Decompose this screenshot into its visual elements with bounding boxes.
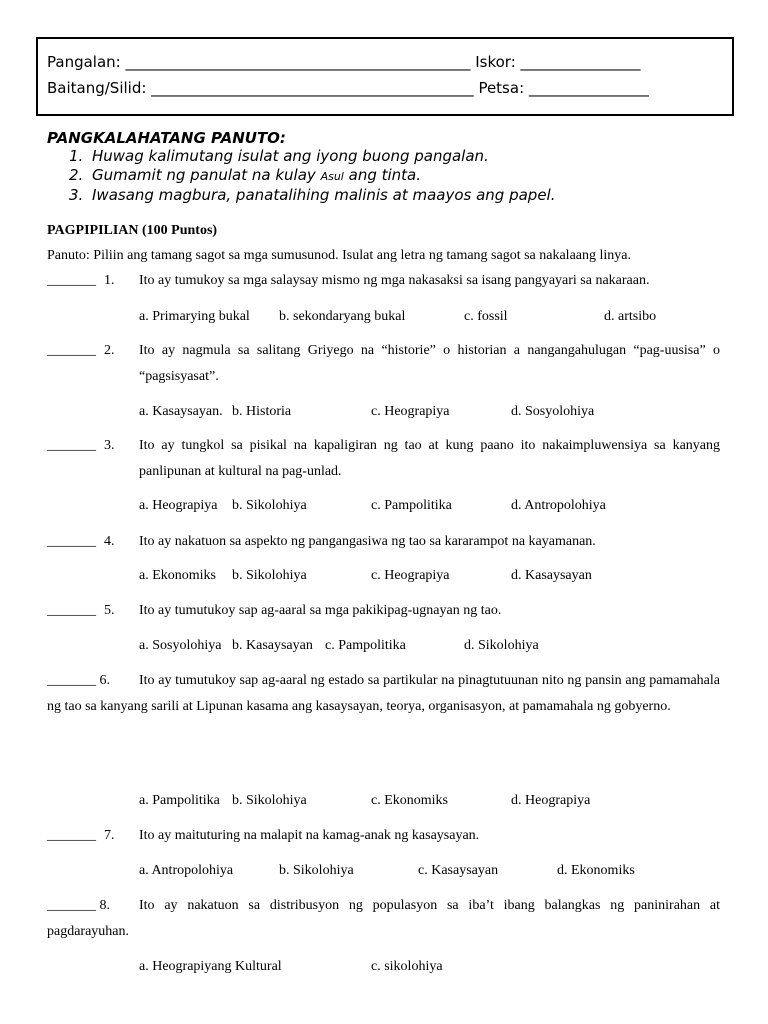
question-number: 7. — [104, 828, 115, 843]
choice: d. Kasaysayan — [511, 568, 592, 583]
grade-date-line: Baitang/Silid: ___________________________________________ Petsa: ________________ — [47, 79, 649, 97]
answer-blank: _______ — [47, 534, 96, 549]
choice: c. Heograpiya — [371, 404, 450, 419]
choice: d. Sikolohiya — [464, 638, 539, 653]
choice: a. Ekonomiks — [139, 568, 216, 583]
choice: c. Heograpiya — [371, 568, 450, 583]
instruction-number: 1. — [69, 147, 84, 165]
instruction-text: Huwag kalimutang isulat ang iyong buong pangalan. — [92, 147, 489, 165]
choice: d. Antropolohiya — [511, 498, 606, 513]
general-instructions — [47, 129, 555, 205]
answer-blank: _______ — [47, 343, 96, 358]
question-number: 4. — [104, 534, 115, 549]
question-text: Ito ay maituturing na malapit na kamag-anak ng kasaysayan. — [139, 828, 480, 843]
section-title: PAGPIPILIAN (100 Puntos) — [47, 223, 218, 238]
choice: b. Historia — [232, 404, 292, 419]
question-text: Ito ay tumutukoy sap ag-aaral ng estado sa partikular na pinagtutuunan nito ng pansin ang pamamahala ng tao sa kanyang sarili at Lipunan kasama ang kasaysayan, teorya, organisasyon, at pamamahala ng gobyerno. — [47, 673, 720, 714]
instruction-number: 3. — [69, 186, 84, 204]
question-text: Ito ay tungkol sa pisikal na kapaligiran ng tao at kung paano ito nakaimpluwensiya sa kanyang panlipunan at kultural na pag-unlad. — [139, 438, 720, 479]
answer-blank: _______ — [47, 673, 96, 688]
choice: c. sikolohiya — [371, 959, 443, 974]
choice: c. Pampolitika — [371, 498, 452, 513]
question-number: 2. — [104, 343, 115, 358]
answer-row — [47, 893, 139, 919]
choice: a. Antropolohiya — [139, 863, 234, 878]
question-number: 6. — [99, 673, 110, 688]
choice: c. Ekonomiks — [371, 793, 448, 808]
instruction-item — [47, 147, 555, 166]
choice: a. Heograpiyang Kultural — [139, 959, 282, 974]
instructions-list — [47, 147, 555, 205]
instruction-small-word: Asul — [320, 169, 344, 183]
choice: d. Sosyolohiya — [511, 404, 595, 419]
choice: a. Sosyolohiya — [139, 638, 222, 653]
choice: c. fossil — [464, 309, 508, 324]
instruction-text-part: ang tinta. — [343, 165, 422, 184]
question-text: Ito ay nakatuon sa distribusyon ng populasyon sa iba’t ibang balangkas ng paninirahan at pagdarayuhan. — [47, 898, 720, 939]
instruction-number: 2. — [69, 165, 84, 184]
choice: a. Kasaysayan. — [139, 404, 223, 419]
question-number: 8. — [99, 898, 110, 913]
choice: b. Sikolohiya — [232, 498, 307, 513]
choice: a. Pampolitika — [139, 793, 220, 808]
instruction-item — [47, 186, 555, 205]
question-number: 1. — [104, 273, 115, 288]
choice: d. Ekonomiks — [557, 863, 635, 878]
choice: d. artsibo — [604, 309, 657, 324]
question-text: Ito ay nagmula sa salitang Griyego na “historie” o historian a nangangahulugan “pag-uusisa” o “pagsisyasat”. — [139, 343, 720, 384]
choice: b. Sikolohiya — [232, 793, 307, 808]
question-paragraph — [47, 668, 720, 720]
question-number: 5. — [104, 603, 115, 618]
answer-blank: _______ — [47, 603, 96, 618]
choice: a. Heograpiya — [139, 498, 218, 513]
instruction-text-part: Gumamit ng panulat na kulay — [92, 165, 321, 184]
choice: b. Kasaysayan — [232, 638, 313, 653]
question-text: Ito ay nakatuon sa aspekto ng pangangasiwa ng tao sa kararampot na kayamanan. — [139, 534, 596, 549]
instructions-title: PANGKALAHATANG PANUTO: — [47, 129, 286, 147]
instruction-text: Iwasang magbura, panatalihing malinis at maayos ang papel. — [92, 186, 556, 204]
answer-blank: _______ — [47, 898, 96, 913]
question-text: Ito ay tumukoy sa mga salaysay mismo ng mga nakasaksi sa isang pangyayari sa nakaraan. — [139, 273, 650, 288]
question-number: 3. — [104, 438, 115, 453]
choice: a. Primarying bukal — [139, 309, 250, 324]
answer-row — [47, 668, 139, 694]
choice: c. Pampolitika — [325, 638, 406, 653]
answer-blank: _______ — [47, 438, 96, 453]
student-info-box — [36, 37, 734, 116]
choice: b. Sikolohiya — [232, 568, 307, 583]
instruction-item — [47, 166, 555, 187]
name-score-line: Pangalan: ______________________________________________ Iskor: ________________ — [47, 53, 641, 71]
answer-blank: _______ — [47, 273, 96, 288]
choice: b. Sikolohiya — [279, 863, 354, 878]
choice: c. Kasaysayan — [418, 863, 499, 878]
answer-blank: _______ — [47, 828, 96, 843]
choice: d. Heograpiya — [511, 793, 591, 808]
question-text: Ito ay tumutukoy sap ag-aaral sa mga pakikipag-ugnayan ng tao. — [139, 603, 502, 618]
section-directions: Panuto: Piliin ang tamang sagot sa mga sumusunod. Isulat ang letra ng tamang sagot sa nakalaang linya. — [47, 248, 631, 263]
question-paragraph — [47, 893, 720, 945]
choice: b. sekondaryang bukal — [279, 309, 406, 324]
instruction-text — [92, 166, 421, 184]
